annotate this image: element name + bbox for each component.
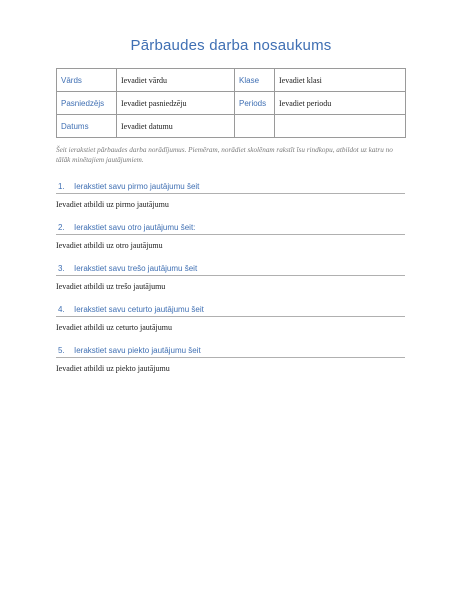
- question-item: [56, 180, 405, 221]
- question-item: [56, 262, 405, 303]
- teacher-label: Pasniedzējs: [57, 92, 117, 115]
- question-list: [56, 180, 405, 385]
- name-field[interactable]: Ievadiet vārdu: [117, 69, 235, 92]
- question-number: 3.: [58, 264, 65, 273]
- info-row-teacher-period: [57, 92, 406, 115]
- period-field[interactable]: Ievadiet periodu: [275, 92, 406, 115]
- question-text: Ierakstiet savu pirmo jautājumu šeit: [74, 182, 200, 191]
- date-field[interactable]: Ievadiet datumu: [117, 115, 235, 138]
- question-number: 1.: [58, 182, 65, 191]
- document-title[interactable]: Pārbaudes darba nosaukums: [130, 37, 332, 54]
- class-field[interactable]: Ievadiet klasi: [275, 69, 406, 92]
- question-text: Ierakstiet savu otro jautājumu šeit:: [74, 223, 196, 232]
- answer-field[interactable]: Ievadiet atbildi uz trešo jautājumu: [56, 282, 166, 291]
- name-label: Vārds: [57, 69, 117, 92]
- question-item: [56, 303, 405, 344]
- question-heading[interactable]: [56, 344, 405, 358]
- class-label: Klase: [235, 69, 275, 92]
- question-number: 5.: [58, 346, 65, 355]
- test-instructions[interactable]: Šeit ierakstiet pārbaudes darba norādījumus. Piemēram, norādiet skolēnam rakstīt īsu rindkopu, atbildot uz katru no tālāk minētajiem jautājumiem.: [56, 146, 393, 164]
- empty-cell: [235, 115, 275, 138]
- student-info-table: [56, 68, 406, 138]
- question-item: [56, 221, 405, 262]
- question-text: Ierakstiet savu ceturto jautājumu šeit: [74, 305, 204, 314]
- question-heading[interactable]: [56, 221, 405, 235]
- answer-field[interactable]: Ievadiet atbildi uz piekto jautājumu: [56, 364, 170, 373]
- teacher-field[interactable]: Ievadiet pasniedzēju: [117, 92, 235, 115]
- question-item: [56, 344, 405, 385]
- question-heading[interactable]: [56, 262, 405, 276]
- answer-field[interactable]: Ievadiet atbildi uz otro jautājumu: [56, 241, 163, 250]
- date-label: Datums: [57, 115, 117, 138]
- question-text: Ierakstiet savu trešo jautājumu šeit: [74, 264, 198, 273]
- answer-field[interactable]: Ievadiet atbildi uz ceturto jautājumu: [56, 323, 172, 332]
- info-row-date: [57, 115, 406, 138]
- info-row-name-class: [57, 69, 406, 92]
- question-heading[interactable]: [56, 180, 405, 194]
- answer-field[interactable]: Ievadiet atbildi uz pirmo jautājumu: [56, 200, 169, 209]
- empty-cell: [275, 115, 406, 138]
- question-heading[interactable]: [56, 303, 405, 317]
- period-label: Periods: [235, 92, 275, 115]
- question-text: Ierakstiet savu piekto jautājumu šeit: [74, 346, 201, 355]
- question-number: 2.: [58, 223, 65, 232]
- question-number: 4.: [58, 305, 65, 314]
